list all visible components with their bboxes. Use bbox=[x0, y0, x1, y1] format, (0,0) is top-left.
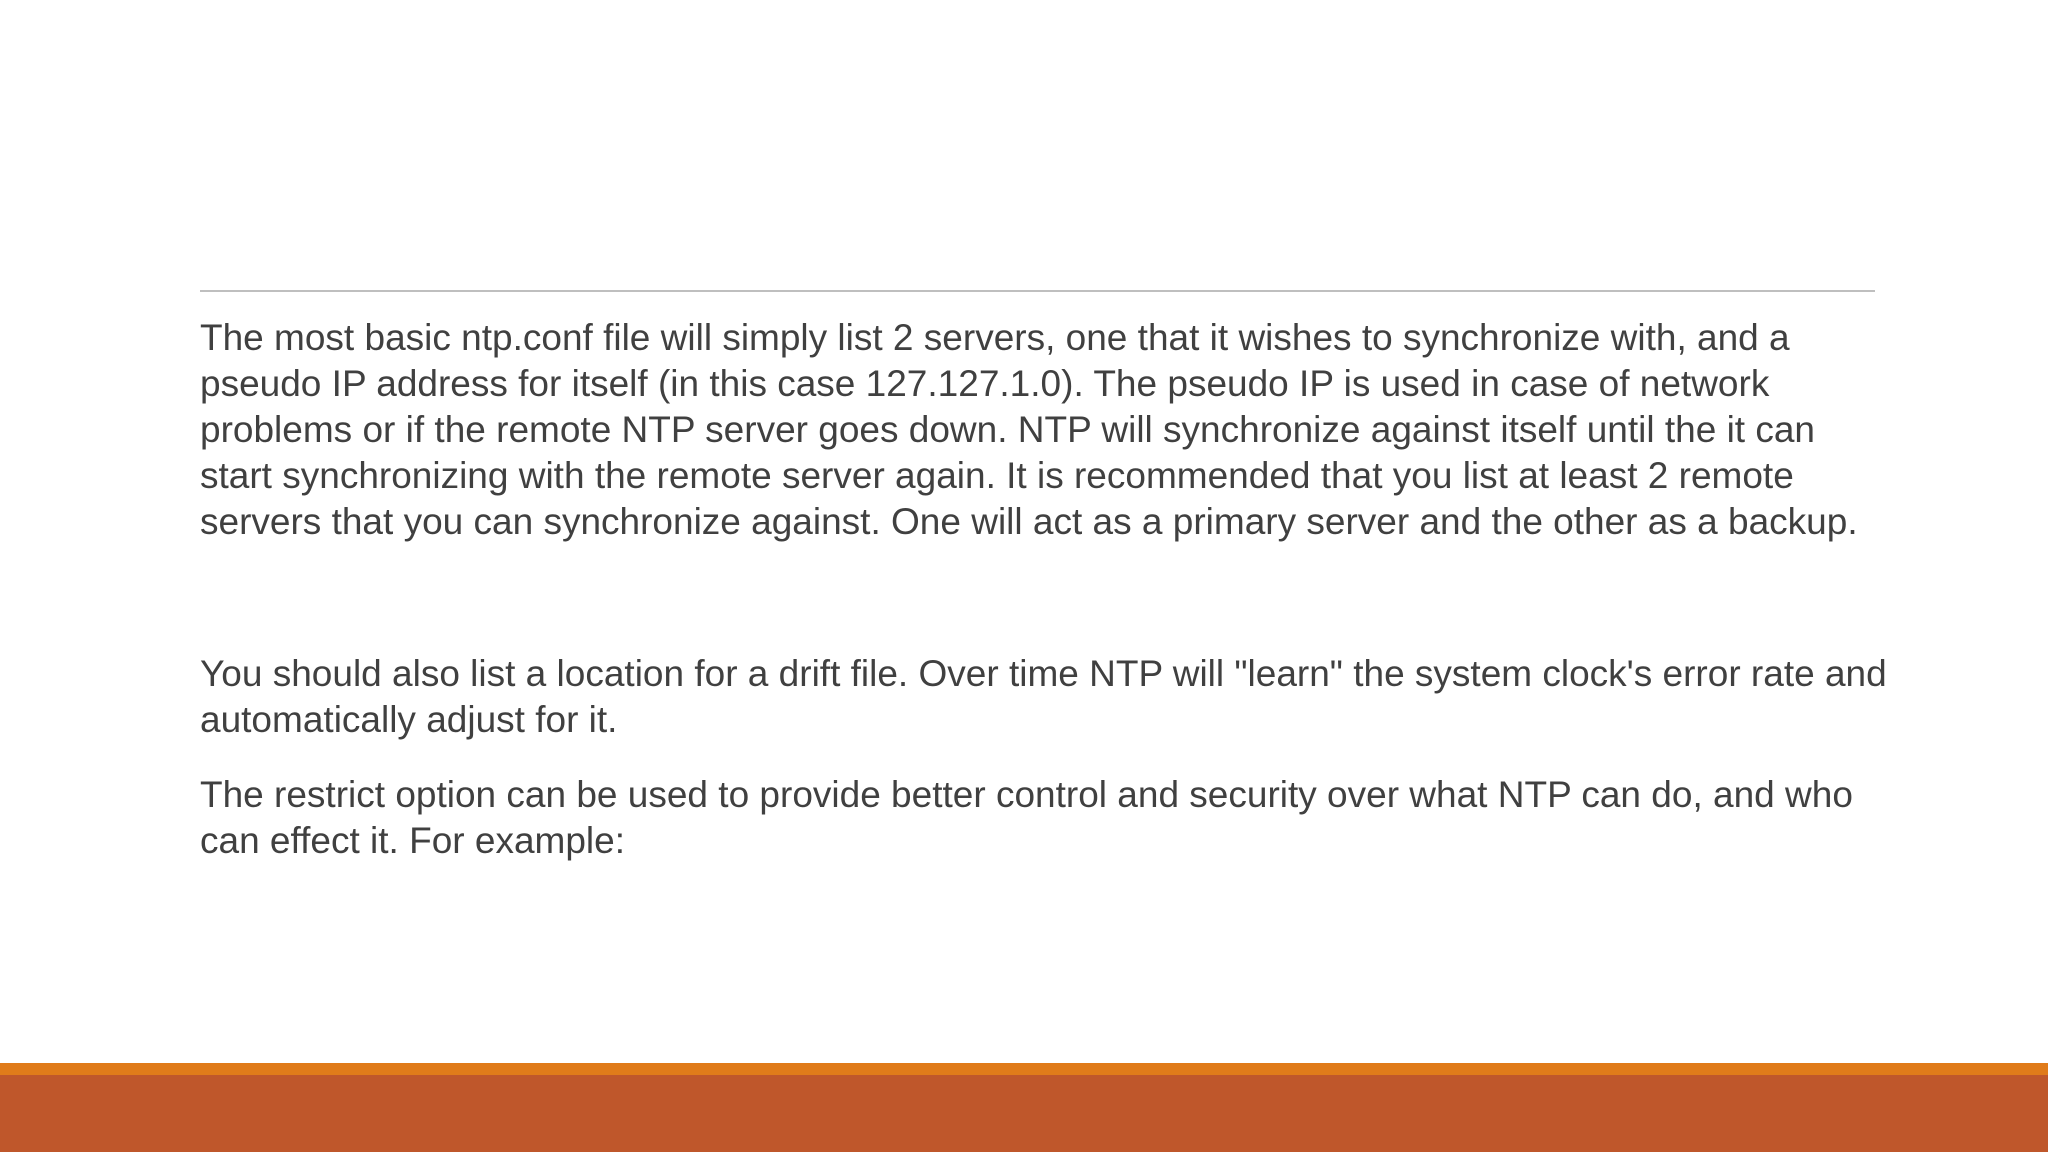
body-paragraph-drift-file: You should also list a location for a drift file. Over time NTP will "learn" the system clock's error rate and automatically adjust for it. bbox=[200, 653, 1887, 740]
footer-bar bbox=[0, 1075, 2048, 1152]
body-paragraph-ntp-conf: The most basic ntp.conf file will simply list 2 servers, one that it wishes to synchronize with, and a pseudo IP address for itself (in this case 127.127.1.0). The pseudo IP is used in case of network problems or if the remote NTP server goes down. NTP will synchronize against itself until the it can start synchronizing with the remote server again. It is recommended that you list at least 2 remote servers that you can synchronize against. One will act as a primary server and the other as a backup. bbox=[200, 317, 1858, 542]
body-paragraph-restrict: The restrict option can be used to provide better control and security over what NTP can do, and who can effect it. For example: bbox=[200, 774, 1853, 861]
footer-accent-stripe bbox=[0, 1063, 2048, 1075]
title-divider bbox=[200, 290, 1875, 292]
slide-body bbox=[200, 315, 1890, 864]
